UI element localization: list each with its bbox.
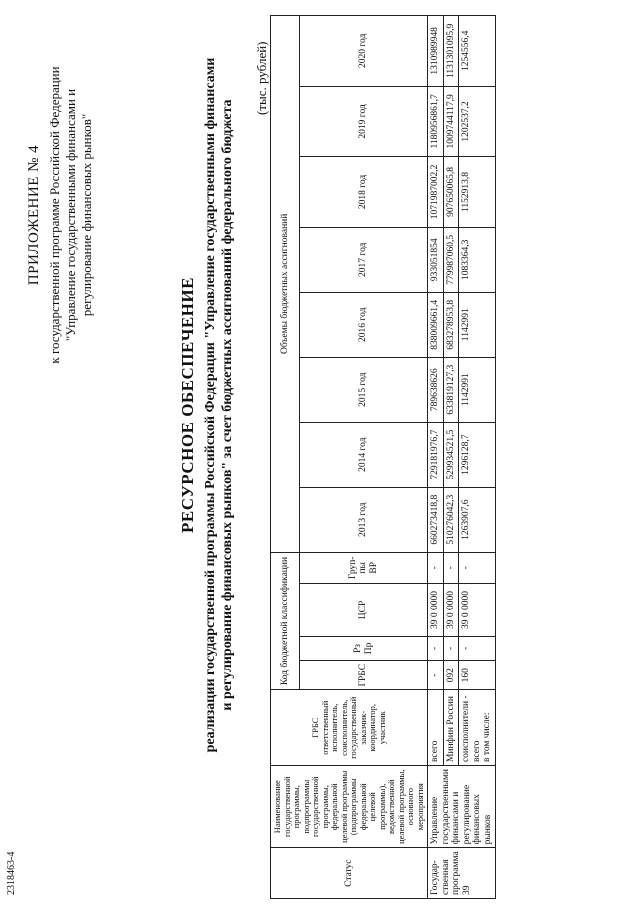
code-csr-cell: 39 0 0000 bbox=[459, 583, 496, 636]
title-line-1: реализации государственной программы Российской Федерации "Управление государственными финансами bbox=[203, 57, 218, 753]
header-name: Наименование государственной программы, подпрограммы государственной программы, федеральной целевой программы (подпрограммы федеральной целевой программы), ведомственной целевой программы, основного мероприятия bbox=[271, 766, 428, 848]
grbs-cell: Минфин России bbox=[443, 690, 459, 766]
value-cell: 729181976,7 bbox=[428, 422, 444, 487]
header-year-2020: 2020 год bbox=[300, 16, 428, 87]
header-year-2016: 2016 год bbox=[300, 292, 428, 357]
title-line-2: и регулирование финансовых рынков" за счет бюджетных ассигнований федерального бюджета bbox=[220, 99, 235, 711]
header-year-2013: 2013 год bbox=[300, 487, 428, 552]
value-cell: 1142991 bbox=[459, 292, 496, 357]
code-rzpr-cell: - bbox=[428, 636, 444, 660]
header-code-grbs: ГРБС bbox=[300, 660, 428, 690]
appendix-block bbox=[26, 65, 95, 365]
value-cell: 1202537,2 bbox=[459, 86, 496, 157]
value-cell: 1083364,3 bbox=[459, 227, 496, 292]
code-csr-cell: 39 0 0000 bbox=[443, 583, 459, 636]
name-cell: Управление государственными финансами и регулирование финансовых рынков bbox=[428, 766, 496, 848]
header-status: Статус bbox=[271, 848, 428, 899]
header-row-groups bbox=[271, 16, 300, 899]
value-cell: 907650065,8 bbox=[443, 157, 459, 228]
code-vr-cell: - bbox=[428, 552, 444, 583]
value-cell: 1009744117,9 bbox=[443, 86, 459, 157]
code-grbs-cell: - bbox=[428, 660, 444, 690]
value-cell: 633819127,3 bbox=[443, 357, 459, 422]
status-cell: Государ-ственная программа 39 bbox=[428, 848, 496, 899]
grbs-cell bbox=[459, 690, 496, 766]
appendix-title: ПРИЛОЖЕНИЕ № 4 bbox=[26, 144, 42, 286]
resource-table bbox=[270, 15, 496, 899]
value-cell: 529934521,5 bbox=[443, 422, 459, 487]
table-row bbox=[428, 16, 444, 899]
header-code-rzpr: Рз Пр bbox=[300, 636, 428, 660]
header-grbs-role: ГРБС ответственный исполнитель, соисполнитель, государственный заказчик-координатор, участник bbox=[271, 690, 428, 766]
grbs-cell-note: в том числе: bbox=[482, 712, 493, 763]
value-cell: 1254556,4 bbox=[459, 16, 496, 87]
appendix-line: регулирование финансовых рынков" bbox=[79, 113, 94, 317]
header-year-2014: 2014 год bbox=[300, 422, 428, 487]
value-cell: 660273418,8 bbox=[428, 487, 444, 552]
code-vr-cell: - bbox=[459, 552, 496, 583]
header-amounts-group: Объемы бюджетных ассигнований bbox=[271, 16, 300, 553]
code-grbs-cell: 092 bbox=[443, 660, 459, 690]
document-title bbox=[178, 25, 236, 785]
value-cell: 1071987002,2 bbox=[428, 157, 444, 228]
value-cell: 510276042,3 bbox=[443, 487, 459, 552]
header-year-2015: 2015 год bbox=[300, 357, 428, 422]
code-csr-cell: 39 0 0000 bbox=[428, 583, 444, 636]
code-grbs-cell: 160 bbox=[459, 660, 496, 690]
value-cell: 1180956861,7 bbox=[428, 86, 444, 157]
header-year-2017: 2017 год bbox=[300, 227, 428, 292]
value-cell: 1296128,7 bbox=[459, 422, 496, 487]
value-cell: 1142991 bbox=[459, 357, 496, 422]
appendix-line: "Управление государственными финансами и bbox=[63, 88, 78, 342]
value-cell: 838009661,4 bbox=[428, 292, 444, 357]
header-year-2019: 2019 год bbox=[300, 86, 428, 157]
document-code: 2318463-4 bbox=[6, 851, 17, 895]
code-rzpr-cell: - bbox=[459, 636, 496, 660]
value-cell: 1131301095,9 bbox=[443, 16, 459, 87]
appendix-line: к государственной программе Российской Федерации bbox=[47, 66, 62, 364]
header-code-csr: ЦСР bbox=[300, 583, 428, 636]
grbs-cell-label: соисполнители - всего bbox=[461, 695, 482, 763]
header-year-2018: 2018 год bbox=[300, 157, 428, 228]
value-cell: 1263907,6 bbox=[459, 487, 496, 552]
code-rzpr-cell: - bbox=[443, 636, 459, 660]
units-label: (тыс. рублей) bbox=[254, 41, 269, 115]
value-cell: 933051854 bbox=[428, 227, 444, 292]
title-main: РЕСУРСНОЕ ОБЕСПЕЧЕНИЕ bbox=[178, 277, 197, 533]
grbs-cell: всего bbox=[428, 690, 444, 766]
value-cell: 1152913,8 bbox=[459, 157, 496, 228]
value-cell: 683278953,8 bbox=[443, 292, 459, 357]
value-cell: 789638626 bbox=[428, 357, 444, 422]
header-code-group: Код бюджетной классификации bbox=[271, 552, 300, 690]
code-vr-cell: - bbox=[443, 552, 459, 583]
value-cell: 779987060,5 bbox=[443, 227, 459, 292]
value-cell: 1310989948 bbox=[428, 16, 444, 87]
header-code-vr: Груп-пы ВР bbox=[300, 552, 428, 583]
